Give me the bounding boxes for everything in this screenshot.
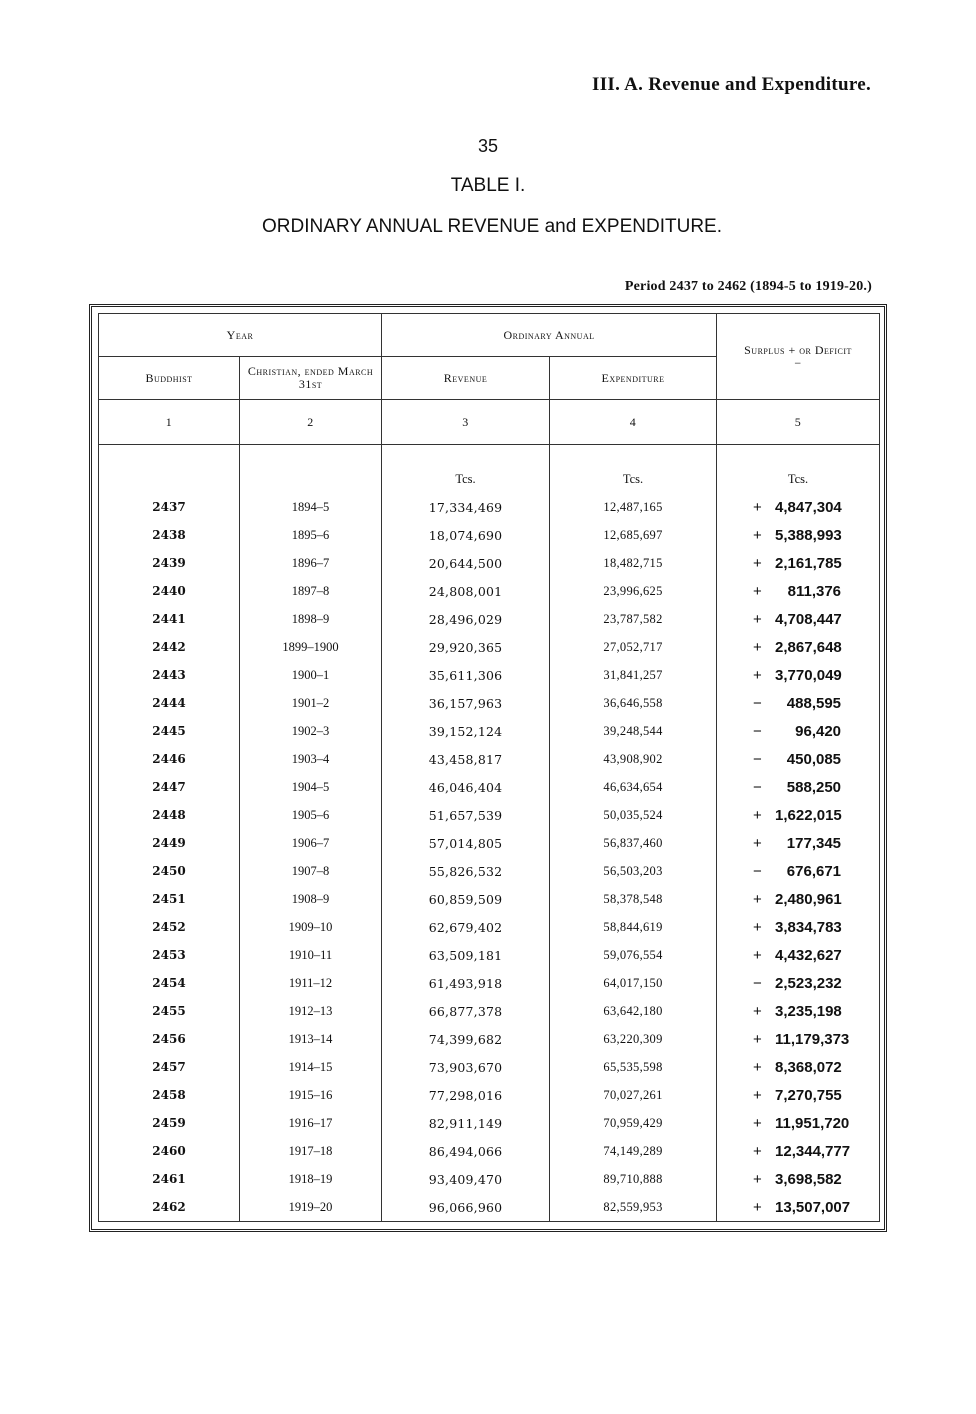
table-row (99, 745, 880, 773)
revenue-cell: 93,409,470 (382, 1165, 550, 1193)
revenue-cell: 28,496,029 (382, 605, 550, 633)
surplus-deficit-amount: 4,708,447 (775, 610, 842, 628)
surplus-deficit-amount: 7,270,755 (775, 1086, 842, 1104)
sign-symbol: + (753, 666, 762, 684)
buddhist-year-cell: 2440 (99, 577, 240, 605)
revenue-cell: 82,911,149 (382, 1109, 550, 1137)
surplus-deficit-amount: 2,161,785 (775, 554, 842, 572)
christian-year-cell: 1895–6 (240, 521, 382, 549)
table-row (99, 521, 880, 549)
revenue-cell: 77,298,016 (382, 1081, 550, 1109)
table-row (99, 913, 880, 941)
header-revenue: Revenue (382, 357, 550, 400)
buddhist-year-cell: 2446 (99, 745, 240, 773)
revenue-cell: 73,903,670 (382, 1053, 550, 1081)
col-number-5: 5 (717, 400, 880, 445)
table-title: ORDINARY ANNUAL REVENUE and EXPENDITURE. (261, 216, 722, 237)
revenue-cell: 29,920,365 (382, 633, 550, 661)
surplus-deficit-cell (717, 1137, 880, 1165)
expenditure-cell: 27,052,717 (550, 633, 717, 661)
surplus-deficit-cell (717, 969, 880, 997)
surplus-deficit-cell (717, 605, 880, 633)
table-row (99, 549, 880, 577)
table-row (99, 661, 880, 689)
surplus-deficit-amount: 3,834,783 (775, 918, 842, 936)
surplus-deficit-cell (717, 1025, 880, 1053)
surplus-deficit-amount: 3,770,049 (775, 666, 842, 684)
header-expenditure: Expenditure (550, 357, 717, 400)
header-christian: Christian, ended March 31st (240, 357, 382, 400)
surplus-deficit-amount: 177,345 (786, 834, 842, 852)
sign-symbol: + (753, 1170, 762, 1188)
buddhist-year-cell: 2442 (99, 633, 240, 661)
surplus-deficit-cell (717, 661, 880, 689)
surplus-deficit-cell (717, 577, 880, 605)
expenditure-cell: 43,908,902 (550, 745, 717, 773)
header-surplus-deficit (717, 314, 880, 400)
surplus-deficit-amount: 811,376 (787, 582, 842, 600)
surplus-deficit-amount: 588,250 (786, 778, 842, 796)
christian-year-cell: 1900–1 (240, 661, 382, 689)
expenditure-cell: 56,837,460 (550, 829, 717, 857)
revenue-cell: 39,152,124 (382, 717, 550, 745)
sign-symbol: + (753, 1086, 762, 1104)
sign-symbol: + (753, 1030, 762, 1048)
buddhist-year-cell: 2441 (99, 605, 240, 633)
table-row (99, 605, 880, 633)
table-row (99, 689, 880, 717)
sign-symbol: + (753, 890, 762, 908)
christian-year-cell: 1916–17 (240, 1109, 382, 1137)
expenditure-cell: 12,685,697 (550, 521, 717, 549)
col-number-2: 2 (240, 400, 382, 445)
sign-symbol: + (753, 526, 762, 544)
expenditure-cell: 58,378,548 (550, 885, 717, 913)
surplus-deficit-amount: 13,507,007 (775, 1198, 851, 1216)
table-row (99, 829, 880, 857)
expenditure-cell: 59,076,554 (550, 941, 717, 969)
buddhist-year-cell: 2453 (99, 941, 240, 969)
expenditure-cell: 39,248,544 (550, 717, 717, 745)
surplus-deficit-amount: 2,480,961 (775, 890, 842, 908)
revenue-cell: 36,157,963 (382, 689, 550, 717)
table-row (99, 577, 880, 605)
buddhist-year-cell: 2461 (99, 1165, 240, 1193)
christian-year-cell: 1915–16 (240, 1081, 382, 1109)
table-row (99, 997, 880, 1025)
expenditure-cell: 65,535,598 (550, 1053, 717, 1081)
page-number: 35 (477, 136, 499, 156)
christian-year-cell: 1917–18 (240, 1137, 382, 1165)
buddhist-year-cell: 2449 (99, 829, 240, 857)
sign-symbol: + (753, 638, 762, 656)
christian-year-cell: 1911–12 (240, 969, 382, 997)
col-number-1: 1 (99, 400, 240, 445)
buddhist-year-cell: 2459 (99, 1109, 240, 1137)
revenue-cell: 66,877,378 (382, 997, 550, 1025)
expenditure-cell: 23,996,625 (550, 577, 717, 605)
revenue-cell: 62,679,402 (382, 913, 550, 941)
table-row (99, 493, 880, 521)
sign-symbol: + (753, 1198, 762, 1216)
sign-symbol: + (753, 1142, 762, 1160)
sign-symbol: − (753, 722, 762, 740)
revenue-cell: 96,066,960 (382, 1193, 550, 1222)
table-row (99, 941, 880, 969)
surplus-deficit-cell (717, 829, 880, 857)
expenditure-cell: 82,559,953 (550, 1193, 717, 1222)
expenditure-cell: 63,220,309 (550, 1025, 717, 1053)
revenue-cell: 24,808,001 (382, 577, 550, 605)
surplus-deficit-amount: 450,085 (786, 750, 842, 768)
expenditure-cell: 64,017,150 (550, 969, 717, 997)
buddhist-year-cell: 2454 (99, 969, 240, 997)
christian-year-cell: 1906–7 (240, 829, 382, 857)
table-label: TABLE I. (450, 175, 526, 196)
revenue-cell: 17,334,469 (382, 493, 550, 521)
surplus-deficit-amount: 11,951,720 (775, 1114, 850, 1132)
col-number-4: 4 (550, 400, 717, 445)
table-row (99, 717, 880, 745)
sign-symbol: + (753, 834, 762, 852)
surplus-deficit-cell (717, 689, 880, 717)
expenditure-cell: 46,634,654 (550, 773, 717, 801)
surplus-deficit-amount: 5,388,993 (775, 526, 842, 544)
surplus-deficit-cell (717, 633, 880, 661)
christian-year-cell: 1894–5 (240, 493, 382, 521)
sign-symbol: + (753, 610, 762, 628)
christian-year-cell: 1902–3 (240, 717, 382, 745)
revenue-cell: 60,859,509 (382, 885, 550, 913)
revenue-cell: 61,493,918 (382, 969, 550, 997)
surplus-deficit-cell (717, 913, 880, 941)
buddhist-year-cell: 2444 (99, 689, 240, 717)
spacer-row (99, 445, 880, 466)
sign-symbol: + (753, 554, 762, 572)
table-row (99, 801, 880, 829)
sign-symbol: + (753, 1002, 762, 1020)
revenue-cell: 63,509,181 (382, 941, 550, 969)
sign-symbol: + (753, 1114, 762, 1132)
expenditure-cell: 23,787,582 (550, 605, 717, 633)
christian-year-cell: 1914–15 (240, 1053, 382, 1081)
sign-symbol: − (753, 694, 762, 712)
buddhist-year-cell: 2447 (99, 773, 240, 801)
period-caption: Period 2437 to 2462 (1894-5 to 1919-20.) (624, 279, 872, 294)
surplus-deficit-amount: 4,847,304 (775, 498, 842, 516)
surplus-deficit-cell (717, 941, 880, 969)
sign-symbol: + (753, 498, 762, 516)
surplus-deficit-cell (717, 801, 880, 829)
expenditure-cell: 70,959,429 (550, 1109, 717, 1137)
table-body (99, 445, 880, 1222)
christian-year-cell: 1896–7 (240, 549, 382, 577)
expenditure-cell: 12,487,165 (550, 493, 717, 521)
sign-symbol: − (753, 862, 762, 880)
christian-year-cell: 1907–8 (240, 857, 382, 885)
expenditure-cell: 74,149,289 (550, 1137, 717, 1165)
sign-symbol: + (753, 918, 762, 936)
table-row (99, 885, 880, 913)
surplus-deficit-cell (717, 1109, 880, 1137)
surplus-deficit-cell (717, 717, 880, 745)
sign-symbol: + (753, 806, 762, 824)
surplus-deficit-amount: 1,622,015 (775, 806, 842, 824)
revenue-cell: 46,046,404 (382, 773, 550, 801)
buddhist-year-cell: 2452 (99, 913, 240, 941)
revenue-cell: 20,644,500 (382, 549, 550, 577)
buddhist-year-cell: 2451 (99, 885, 240, 913)
christian-year-cell: 1919–20 (240, 1193, 382, 1222)
header-year: Year (99, 314, 382, 357)
table-row (99, 1081, 880, 1109)
expenditure-cell: 31,841,257 (550, 661, 717, 689)
expenditure-cell: 36,646,558 (550, 689, 717, 717)
sign-symbol: + (753, 1058, 762, 1076)
surplus-deficit-amount: 3,698,582 (775, 1170, 842, 1188)
christian-year-cell: 1903–4 (240, 745, 382, 773)
surplus-deficit-cell (717, 549, 880, 577)
surplus-deficit-cell (717, 1081, 880, 1109)
buddhist-year-cell: 2445 (99, 717, 240, 745)
expenditure-cell: 70,027,261 (550, 1081, 717, 1109)
surplus-deficit-amount: 11,179,373 (775, 1030, 850, 1048)
sign-symbol: − (753, 974, 762, 992)
christian-year-cell: 1909–10 (240, 913, 382, 941)
surplus-deficit-amount: 96,420 (795, 722, 842, 740)
buddhist-year-cell: 2437 (99, 493, 240, 521)
christian-year-cell: 1898–9 (240, 605, 382, 633)
table-row (99, 1025, 880, 1053)
surplus-deficit-cell (717, 1193, 880, 1222)
table-row (99, 1137, 880, 1165)
unit-revenue: Tcs. (382, 465, 550, 493)
header-buddhist: Buddhist (99, 357, 240, 400)
surplus-deficit-amount: 488,595 (786, 694, 842, 712)
table-row (99, 969, 880, 997)
christian-year-cell: 1904–5 (240, 773, 382, 801)
christian-year-cell: 1905–6 (240, 801, 382, 829)
surplus-deficit-cell (717, 1053, 880, 1081)
buddhist-year-cell: 2460 (99, 1137, 240, 1165)
christian-year-cell: 1897–8 (240, 577, 382, 605)
table-row (99, 1193, 880, 1222)
buddhist-year-cell: 2439 (99, 549, 240, 577)
sign-symbol: + (753, 582, 762, 600)
revenue-cell: 74,399,682 (382, 1025, 550, 1053)
revenue-cell: 57,014,805 (382, 829, 550, 857)
sign-symbol: − (753, 750, 762, 768)
surplus-deficit-amount: 12,344,777 (775, 1142, 851, 1160)
expenditure-cell: 89,710,888 (550, 1165, 717, 1193)
surplus-deficit-amount: 2,523,232 (775, 974, 842, 992)
surplus-deficit-amount: 3,235,198 (775, 1002, 842, 1020)
surplus-deficit-amount: 2,867,648 (775, 638, 842, 656)
buddhist-year-cell: 2457 (99, 1053, 240, 1081)
buddhist-year-cell: 2438 (99, 521, 240, 549)
expenditure-cell: 56,503,203 (550, 857, 717, 885)
expenditure-cell: 63,642,180 (550, 997, 717, 1025)
table-row (99, 633, 880, 661)
christian-year-cell: 1901–2 (240, 689, 382, 717)
units-row (99, 465, 880, 493)
unit-expenditure: Tcs. (550, 465, 717, 493)
header-surplus-deficit-text: Surplus + or Deficit − (744, 342, 852, 370)
surplus-deficit-amount: 4,432,627 (775, 946, 842, 964)
surplus-deficit-amount: 8,368,072 (775, 1058, 842, 1076)
surplus-deficit-cell (717, 521, 880, 549)
revenue-cell: 18,074,690 (382, 521, 550, 549)
revenue-cell: 55,826,532 (382, 857, 550, 885)
buddhist-year-cell: 2443 (99, 661, 240, 689)
expenditure-cell: 50,035,524 (550, 801, 717, 829)
table-row (99, 1109, 880, 1137)
buddhist-year-cell: 2450 (99, 857, 240, 885)
table-row (99, 1165, 880, 1193)
buddhist-year-cell: 2458 (99, 1081, 240, 1109)
table-row (99, 1053, 880, 1081)
surplus-deficit-cell (717, 857, 880, 885)
buddhist-year-cell: 2456 (99, 1025, 240, 1053)
revenue-cell: 43,458,817 (382, 745, 550, 773)
surplus-deficit-amount: 676,671 (786, 862, 842, 880)
christian-year-cell: 1899–1900 (240, 633, 382, 661)
sign-symbol: + (753, 946, 762, 964)
revenue-cell: 51,657,539 (382, 801, 550, 829)
surplus-deficit-cell (717, 773, 880, 801)
surplus-deficit-cell (717, 745, 880, 773)
expenditure-cell: 58,844,619 (550, 913, 717, 941)
surplus-deficit-cell (717, 997, 880, 1025)
revenue-cell: 86,494,066 (382, 1137, 550, 1165)
section-title: III. A. Revenue and Expenditure. (592, 74, 871, 95)
christian-year-cell: 1913–14 (240, 1025, 382, 1053)
table-row (99, 773, 880, 801)
table-frame (89, 304, 887, 1232)
surplus-deficit-cell (717, 885, 880, 913)
table-header (99, 314, 880, 445)
christian-year-cell: 1918–19 (240, 1165, 382, 1193)
col-number-3: 3 (382, 400, 550, 445)
sign-symbol: − (753, 778, 762, 796)
header-ordinary-annual: Ordinary Annual (382, 314, 717, 357)
revenue-cell: 35,611,306 (382, 661, 550, 689)
christian-year-cell: 1908–9 (240, 885, 382, 913)
surplus-deficit-cell (717, 1165, 880, 1193)
buddhist-year-cell: 2448 (99, 801, 240, 829)
unit-surplus: Tcs. (717, 465, 880, 493)
buddhist-year-cell: 2455 (99, 997, 240, 1025)
surplus-deficit-cell (717, 493, 880, 521)
christian-year-cell: 1912–13 (240, 997, 382, 1025)
buddhist-year-cell: 2462 (99, 1193, 240, 1222)
christian-year-cell: 1910–11 (240, 941, 382, 969)
table-row (99, 857, 880, 885)
revenue-expenditure-table (98, 313, 880, 1222)
expenditure-cell: 18,482,715 (550, 549, 717, 577)
